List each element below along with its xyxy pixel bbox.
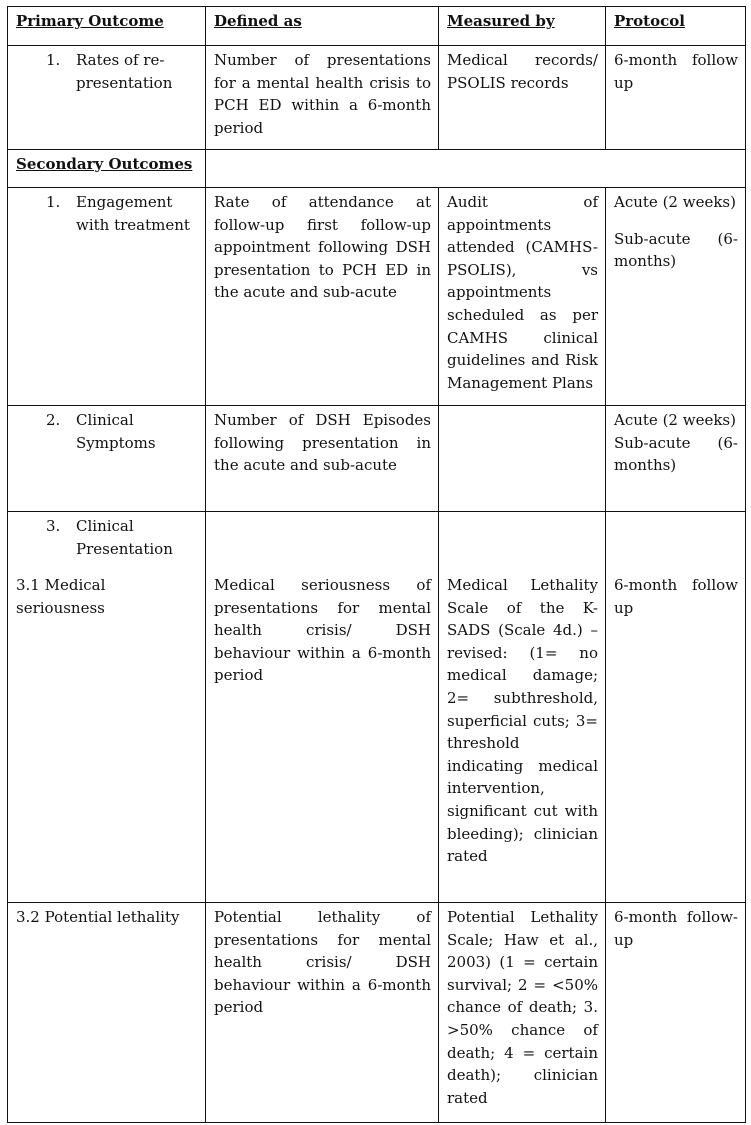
item-number: 3. <box>46 517 61 535</box>
defined-text: Medical seriousness of presentations for mental health crisis/ DSH behaviour within a 6-month period <box>214 576 431 685</box>
row-clinical-presentation <box>8 512 746 903</box>
cell-outcome <box>8 406 206 512</box>
outcome-item <box>16 515 198 560</box>
cell-outcome <box>8 512 206 903</box>
item-number: 1. <box>46 51 61 69</box>
cell-secondary-heading <box>8 150 206 188</box>
header-defined-as <box>206 7 439 46</box>
cell-offset <box>214 515 431 574</box>
protocol-subacute: Sub-acute (6-months) <box>614 229 738 271</box>
protocol-text: 6-month follow up <box>614 576 738 617</box>
cell-secondary-empty <box>206 150 746 188</box>
secondary-heading-row <box>8 150 746 188</box>
cell-offset <box>447 515 598 574</box>
protocol-acute: Acute (2 weeks) <box>614 193 736 211</box>
cell-protocol <box>606 512 746 903</box>
cell-defined: Number of presentations for a mental health crisis to PCH ED within a 6-month period <box>206 46 439 150</box>
cell-defined: Rate of attendance at follow-up first follow-up appointment following DSH presentation to PCH ED in the acute and sub-acute <box>206 188 439 406</box>
cell-measured: Audit of appointments attended (CAMHS-PSOLIS), vs appointments scheduled as per CAMHS clinical guidelines and Risk Management Plans <box>439 188 606 406</box>
sub-label: 3.1 Medical seriousness <box>16 576 106 617</box>
sub-label: 3.2 Potential lethality <box>16 908 180 926</box>
header-protocol-text: Protocol <box>614 12 685 30</box>
cell-protocol: 6-month follow up <box>606 46 746 150</box>
row-clinical-symptoms <box>8 406 746 512</box>
outcome-item <box>16 409 198 454</box>
label-spacer <box>16 560 198 574</box>
item-label: Engagement with treatment <box>76 193 190 234</box>
protocol-acute: Acute (2 weeks) <box>614 411 736 429</box>
cell-protocol: 6-month follow-up <box>606 903 746 1123</box>
cell-offset <box>614 515 738 574</box>
cell-outcome <box>8 188 206 406</box>
outcome-item <box>16 191 198 236</box>
measured-text: Medical Lethality Scale of the K-SADS (Scale 4d.) – revised: (1= no medical damage; 2= subthreshold, superficial cuts; 3= threshold indicating medical intervention, significant cut with bleeding); clinician rated <box>447 576 598 866</box>
row-potential-lethality <box>8 903 746 1123</box>
header-row <box>8 7 746 46</box>
cell-protocol <box>606 188 746 406</box>
row-re-presentation <box>8 46 746 150</box>
header-measured-by-text: Measured by <box>447 12 555 30</box>
row-engagement <box>8 188 746 406</box>
cell-defined: Number of DSH Episodes following presentation in the acute and sub-acute <box>206 406 439 512</box>
cell-measured: Potential Lethality Scale; Haw et al., 2003) (1 = certain survival; 2 = <50% chance of death; 3. >50% chance of death; 4 = certain death); clinician rated <box>439 903 606 1123</box>
item-label: Clinical Presentation <box>76 517 173 558</box>
cell-measured: Medical records/ PSOLIS records <box>439 46 606 150</box>
header-protocol <box>606 7 746 46</box>
secondary-outcomes-heading: Secondary Outcomes <box>16 155 193 173</box>
header-measured-by <box>439 7 606 46</box>
header-defined-as-text: Defined as <box>214 12 302 30</box>
header-primary-outcome <box>8 7 206 46</box>
outcome-item <box>16 49 198 94</box>
outcomes-table <box>7 6 746 1123</box>
protocol-spacer <box>614 214 738 228</box>
cell-defined: Potential lethality of presentations for mental health crisis/ DSH behaviour within a 6-month period <box>206 903 439 1123</box>
cell-defined <box>206 512 439 903</box>
cell-outcome <box>8 903 206 1123</box>
cell-measured <box>439 512 606 903</box>
item-number: 2. <box>46 411 61 429</box>
item-number: 1. <box>46 193 61 211</box>
header-primary-outcome-text: Primary Outcome <box>16 12 164 30</box>
cell-protocol <box>606 406 746 512</box>
protocol-subacute: Sub-acute (6-months) <box>614 433 738 475</box>
cell-measured <box>439 406 606 512</box>
item-label: Clinical Symptoms <box>76 411 156 452</box>
item-label: Rates of re-presentation <box>76 51 173 92</box>
cell-outcome <box>8 46 206 150</box>
